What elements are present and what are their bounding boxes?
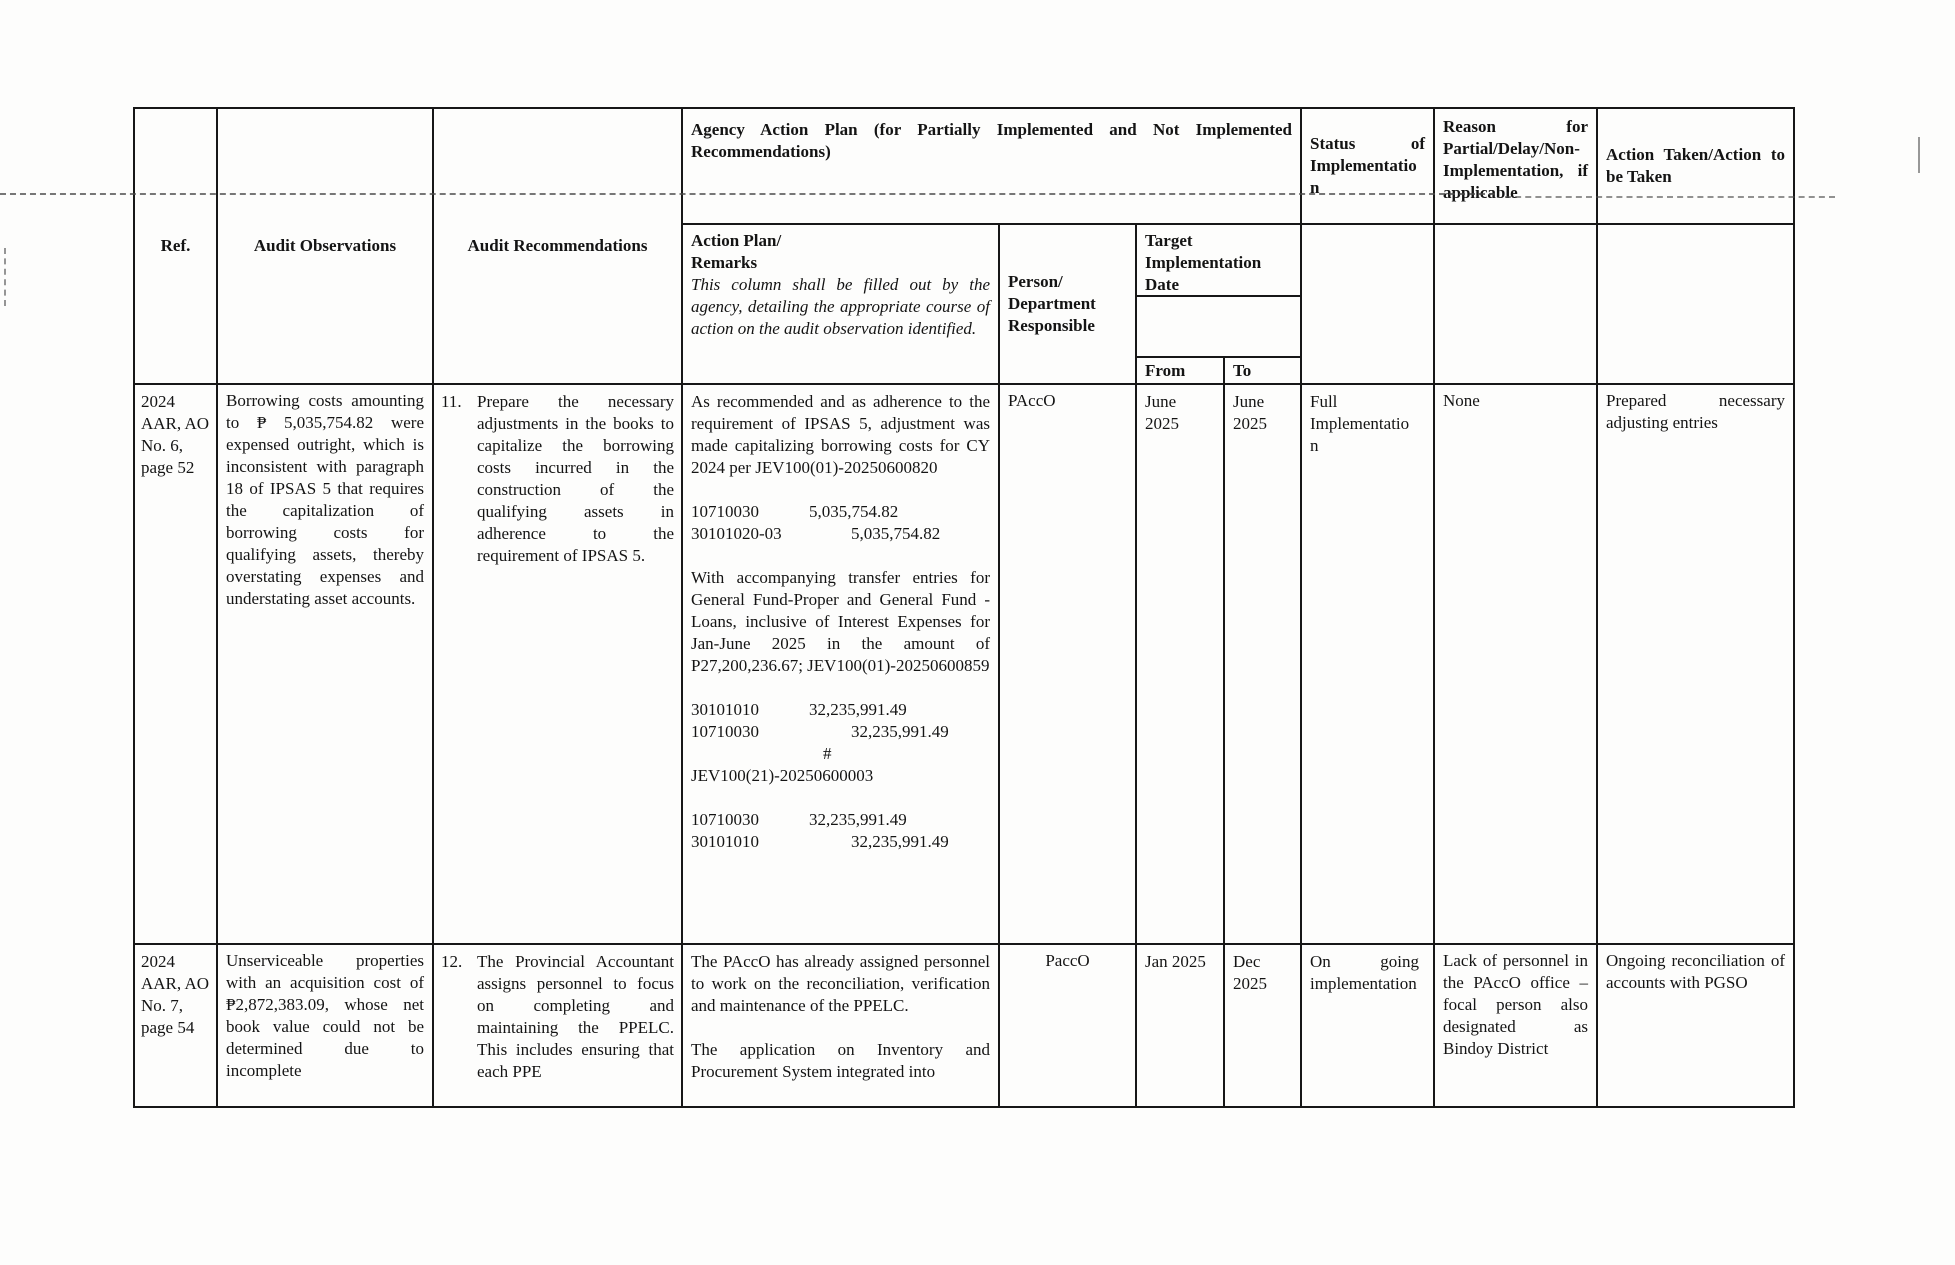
row2-person-cell bbox=[1000, 945, 1137, 1106]
row2-date-from: Jan 2025 bbox=[1145, 952, 1206, 971]
header-reason-label: Reason for Partial/Delay/Non-Implementation, if applicable bbox=[1443, 117, 1588, 202]
header-audit-observations-label: Audit Observations bbox=[253, 236, 397, 255]
header-status-label: Status of Implementation bbox=[1310, 134, 1425, 197]
row1-journal-entry-2 bbox=[691, 699, 990, 743]
journal-entry-line bbox=[691, 523, 990, 545]
row1-action-plan-para2: With accompanying transfer entries for General Fund-Proper and General Fund -Loans, inclusive of Interest Expenses for Jan-June 2025 in the amount of P27,200,236.67; JEV100(01)-20250600859 bbox=[691, 568, 990, 675]
row2-status: On going implementation bbox=[1310, 952, 1419, 993]
journal-entry-line bbox=[691, 699, 990, 721]
header-to bbox=[1225, 358, 1302, 385]
row2-recommendation-text: The Provincial Accountant assigns personnel to focus on completing and maintaining the PPELC. This includes ensuring that each PPE bbox=[477, 952, 674, 1081]
row1-action-plan-para3: JEV100(21)-20250600003 bbox=[691, 766, 874, 785]
header-status bbox=[1302, 109, 1435, 225]
row1-action-plan-cell bbox=[683, 385, 1000, 945]
row1-observation: Borrowing costs amounting to ₱ 5,035,754.82 were expensed outright, which is inconsistent with paragraph 18 of IPSAS 5 that requires the capitalization of borrowing costs for qualifying assets, thereby overstating expenses and understating asset accounts. bbox=[226, 391, 424, 608]
journal-entry-line bbox=[691, 501, 990, 523]
row1-date-to-cell bbox=[1225, 385, 1302, 945]
row1-person-cell bbox=[1000, 385, 1137, 945]
row1-date-from: June 2025 bbox=[1145, 392, 1179, 433]
header-agency-action-plan-label: Agency Action Plan (for Partially Implemented and Not Implemented Recommendations) bbox=[691, 120, 1292, 161]
header-ref-label: Ref. bbox=[160, 236, 191, 255]
header-target-implementation-date bbox=[1137, 225, 1302, 297]
header-target-date-label: Target Implementation Date bbox=[1145, 231, 1262, 294]
account-code: 10710030 bbox=[691, 722, 759, 741]
header-to-label: To bbox=[1233, 361, 1252, 380]
row2-ref-cell bbox=[135, 945, 218, 1106]
debit-amount: 32,235,991.49 bbox=[809, 700, 907, 719]
row2-action-taken: Ongoing reconciliation of accounts with PGSO bbox=[1606, 951, 1785, 992]
row1-recommendation-item bbox=[441, 391, 674, 567]
audit-action-plan-table bbox=[133, 107, 1795, 1108]
row2-recommendation-cell bbox=[434, 945, 683, 1106]
account-code: 10710030 bbox=[691, 810, 759, 829]
debit-amount: 32,235,991.49 bbox=[809, 810, 907, 829]
journal-entry-line bbox=[691, 809, 990, 831]
row1-journal-entry-3 bbox=[691, 809, 990, 853]
row2-ref: 2024 AAR, AO No. 7, page 54 bbox=[141, 952, 210, 1037]
row1-action-plan-para1: As recommended and as adherence to the requirement of IPSAS 5, adjustment was made capitalizing borrowing costs for CY 2024 per JEV100(01)-20250600820 bbox=[691, 392, 990, 477]
credit-amount: 32,235,991.49 bbox=[851, 832, 949, 851]
header-target-date-spacer-cell bbox=[1137, 297, 1302, 358]
header-action-plan-line1: Action Plan/ bbox=[691, 231, 782, 250]
header-status-spacer-cell bbox=[1302, 225, 1435, 385]
scan-artifact-right-margin-mark bbox=[1918, 137, 1920, 173]
debit-amount: 5,035,754.82 bbox=[809, 502, 899, 521]
credit-amount: 32,235,991.49 bbox=[851, 722, 949, 741]
row1-recommendation-text: Prepare the necessary adjustments in the books to capitalize the borrowing costs incurred in the construction of the qualifying assets in adherence to the requirement of IPSAS 5. bbox=[477, 392, 674, 565]
scan-artifact-vertical-dash bbox=[4, 248, 6, 306]
scan-artifact-dashed-line-left bbox=[0, 193, 1495, 195]
row1-date-to: June 2025 bbox=[1233, 392, 1267, 433]
account-code: 30101010 bbox=[691, 832, 759, 851]
header-action-plan-remarks bbox=[683, 225, 1000, 385]
row1-action-taken: Prepared necessary adjusting entries bbox=[1606, 391, 1785, 432]
row2-date-from-cell bbox=[1137, 945, 1225, 1106]
header-action-taken-label: Action Taken/Action to be Taken bbox=[1606, 145, 1785, 186]
header-audit-recommendations bbox=[434, 109, 683, 385]
header-person-department-label: Person/ Department Responsible bbox=[1008, 272, 1096, 335]
scan-artifact-dashed-line-right bbox=[1505, 196, 1835, 198]
row2-action-plan-para1: The PAccO has already assigned personnel to work on the reconciliation, verification and maintenance of the PPELC. bbox=[691, 952, 990, 1015]
row2-action-plan-cell bbox=[683, 945, 1000, 1106]
header-agency-action-plan-group bbox=[683, 109, 1302, 225]
row1-reason: None bbox=[1443, 391, 1480, 410]
row1-observation-cell bbox=[218, 385, 434, 945]
header-ref bbox=[135, 109, 218, 385]
row2-observation-cell bbox=[218, 945, 434, 1106]
row2-recommendation-item bbox=[441, 951, 674, 1083]
row1-recommendation-number: 11. bbox=[441, 392, 462, 411]
journal-entry-line bbox=[691, 721, 990, 743]
header-audit-observations bbox=[218, 109, 434, 385]
header-action-plan-note: This column shall be filled out by the agency, detailing the appropriate course of action on the audit observation identified. bbox=[691, 275, 990, 338]
row1-action-taken-cell bbox=[1598, 385, 1793, 945]
row1-recommendation-cell bbox=[434, 385, 683, 945]
row1-ref-cell bbox=[135, 385, 218, 945]
row2-action-plan-para2: The application on Inventory and Procurement System integrated into bbox=[691, 1040, 990, 1081]
row2-date-to-cell bbox=[1225, 945, 1302, 1106]
row1-person: PAccO bbox=[1008, 391, 1056, 410]
row2-recommendation-number: 12. bbox=[441, 952, 463, 971]
header-audit-recommendations-label: Audit Recommendations bbox=[467, 236, 648, 255]
header-person-department bbox=[1000, 225, 1137, 385]
row1-ref: 2024 AAR, AO No. 6, page 52 bbox=[141, 392, 210, 477]
row1-date-from-cell bbox=[1137, 385, 1225, 945]
row1-status-cell bbox=[1302, 385, 1435, 945]
row2-date-to: Dec 2025 bbox=[1233, 952, 1267, 993]
row2-status-cell bbox=[1302, 945, 1435, 1106]
header-from bbox=[1137, 358, 1225, 385]
journal-entry-line bbox=[691, 831, 990, 853]
row2-reason: Lack of personnel in the PAccO office – focal person also designated as Bindoy District bbox=[1443, 951, 1588, 1058]
credit-amount: 5,035,754.82 bbox=[851, 524, 941, 543]
row1-journal-entry-1 bbox=[691, 501, 990, 545]
row2-observation: Unserviceable properties with an acquisition cost of ₱2,872,383.09, whose net book value could not be determined due to incomplete bbox=[226, 951, 424, 1080]
row1-entry-separator: # bbox=[823, 744, 832, 763]
account-code: 30101010 bbox=[691, 700, 759, 719]
header-reason-spacer-cell bbox=[1435, 225, 1598, 385]
header-action-taken-spacer-cell bbox=[1598, 225, 1793, 385]
row2-person: PaccO bbox=[1045, 951, 1090, 970]
header-from-label: From bbox=[1145, 361, 1186, 380]
account-code: 30101020-03 bbox=[691, 524, 782, 543]
header-action-taken bbox=[1598, 109, 1793, 225]
row1-reason-cell bbox=[1435, 385, 1598, 945]
header-action-plan-line2: Remarks bbox=[691, 253, 758, 272]
row2-reason-cell bbox=[1435, 945, 1598, 1106]
row1-status: Full Implementation bbox=[1310, 392, 1410, 455]
account-code: 10710030 bbox=[691, 502, 759, 521]
header-reason bbox=[1435, 109, 1598, 225]
row2-action-taken-cell bbox=[1598, 945, 1793, 1106]
